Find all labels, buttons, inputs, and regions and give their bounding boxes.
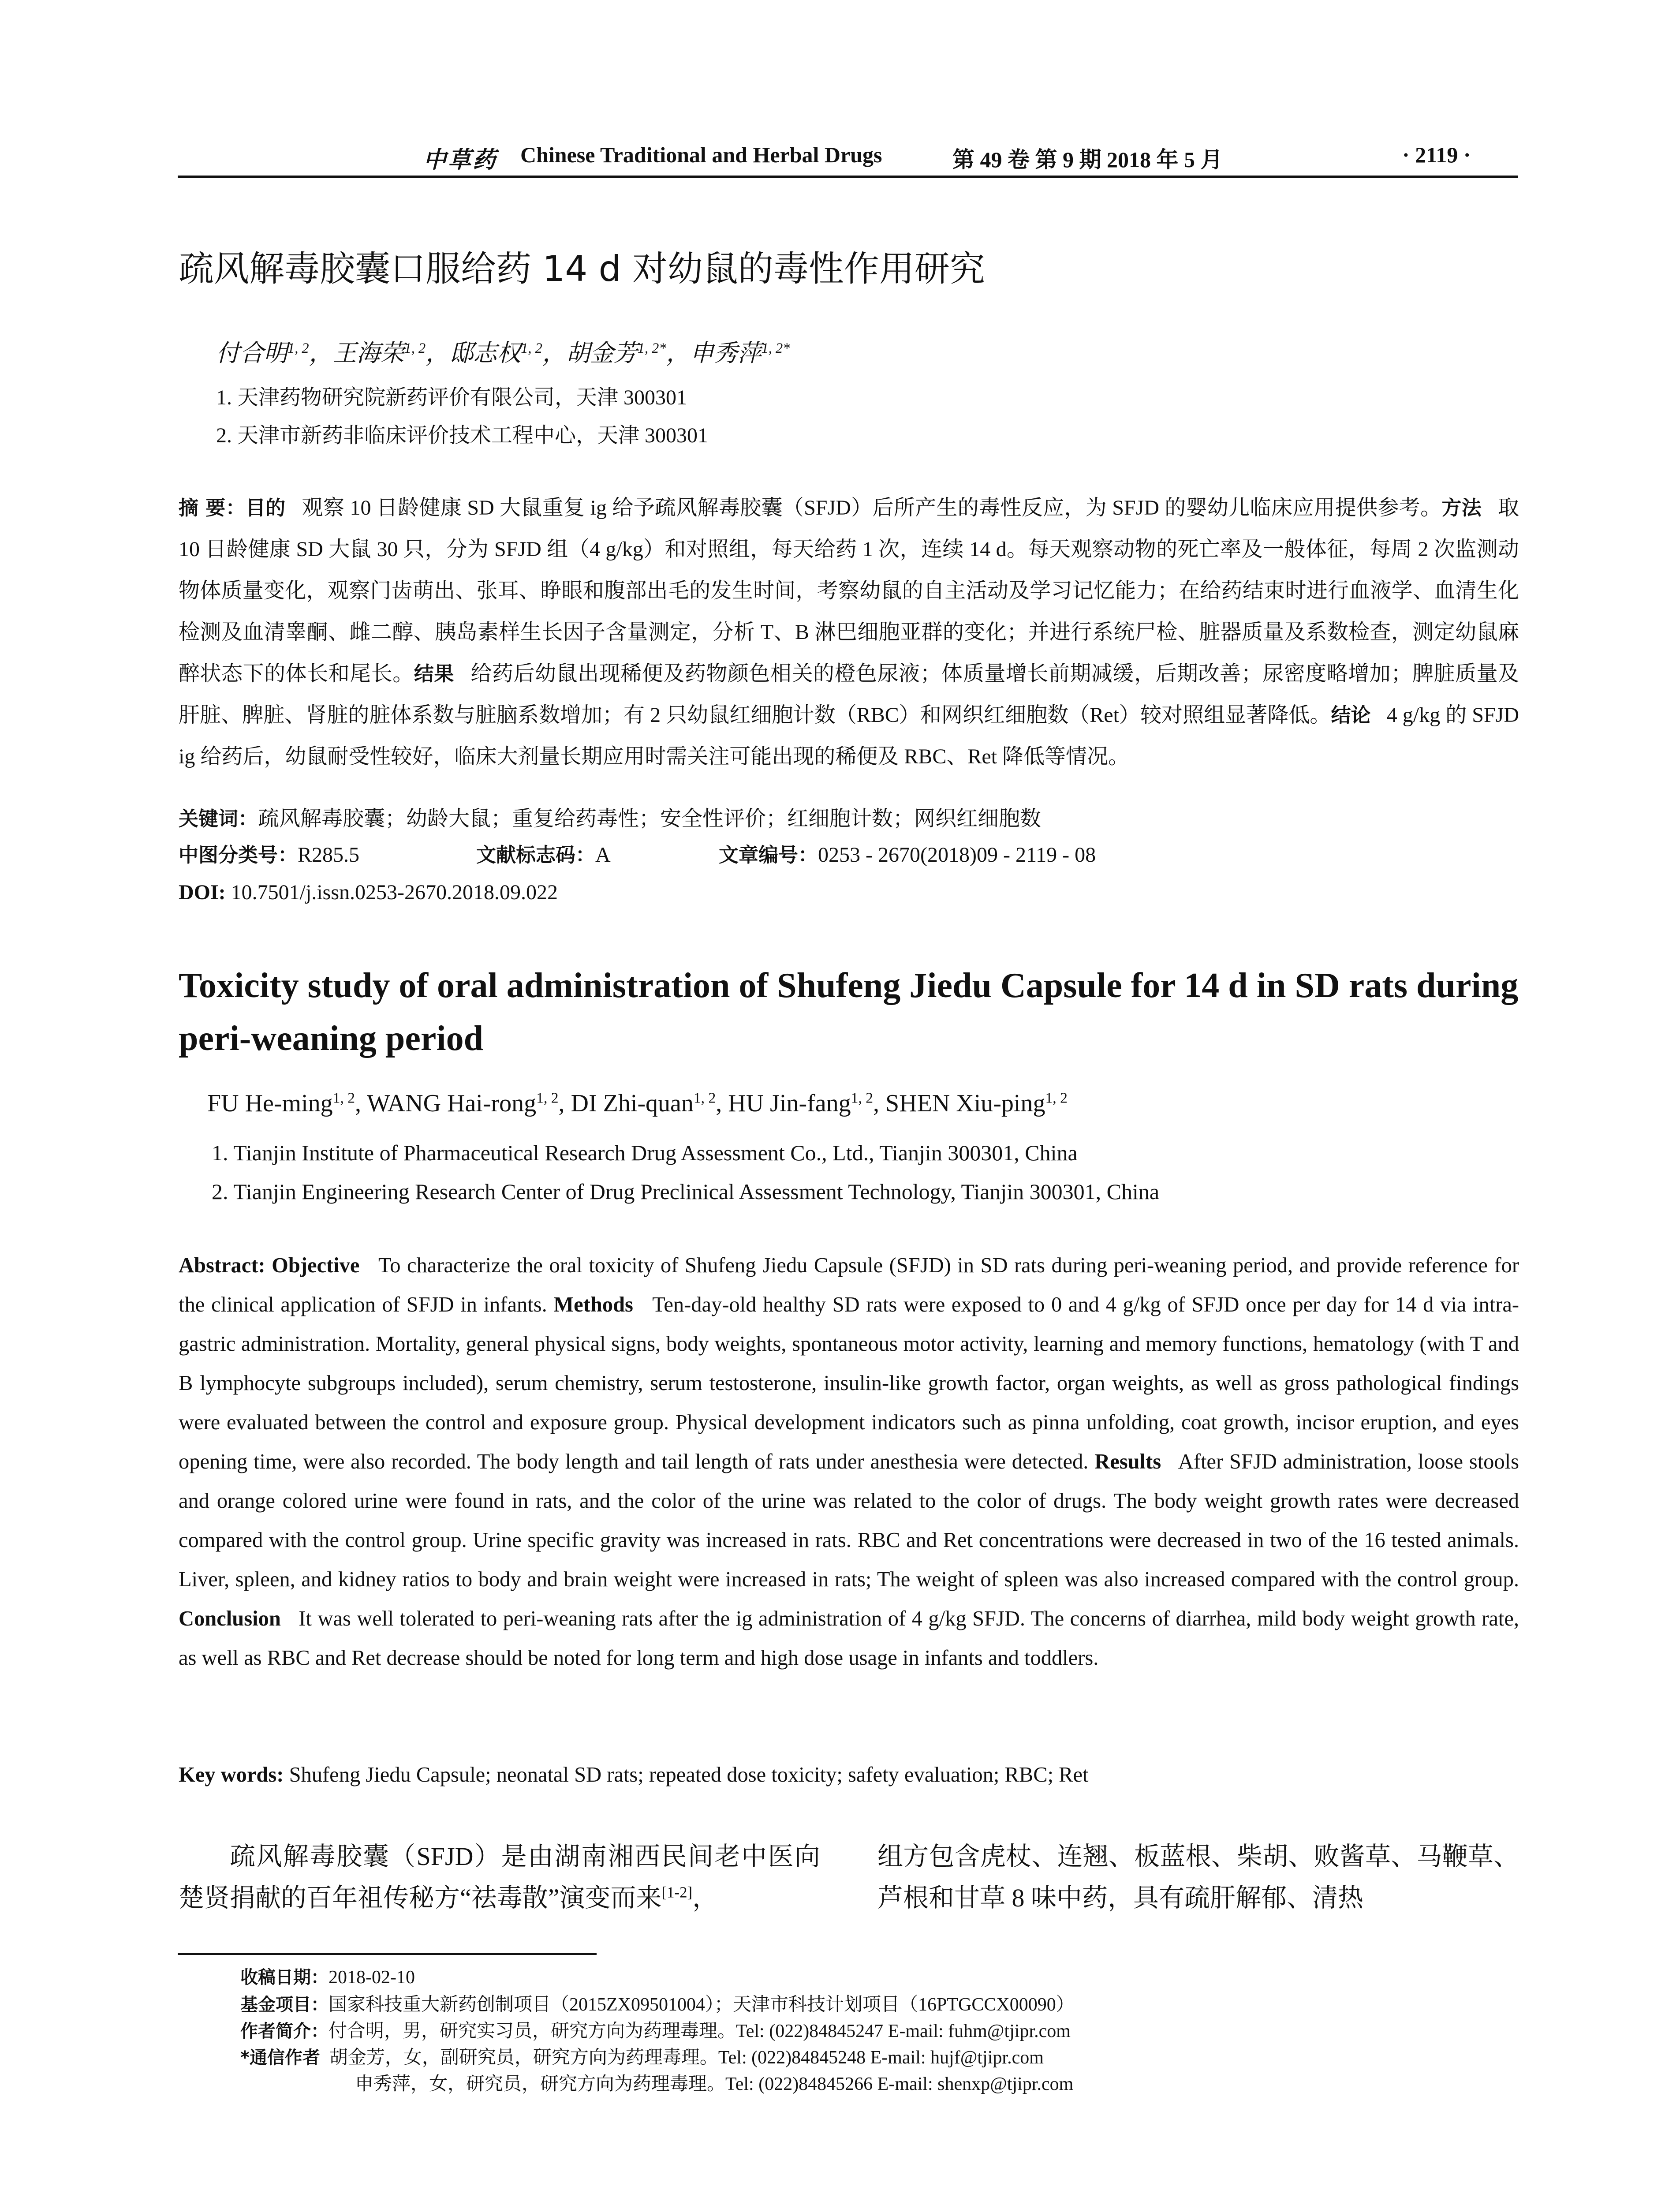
doi-label: DOI:: [179, 881, 226, 904]
affiliation-chinese-1: 1. 天津药物研究院新药评价有限公司，天津 300301: [216, 386, 687, 409]
en-author-name: SHEN Xiu-ping: [885, 1090, 1045, 1117]
cn-author-affiliation-mark: 1, 2*: [637, 340, 666, 356]
objective-label: 目的: [245, 496, 286, 519]
cn-author-name: 申秀萍: [690, 340, 762, 366]
cn-author-separator: ，: [309, 340, 333, 366]
en-author-name: WANG Hai-rong: [367, 1090, 537, 1117]
en-author-name: FU He-ming: [207, 1090, 333, 1117]
en-author-separator: ,: [355, 1090, 367, 1117]
keywords-chinese: [179, 798, 1519, 840]
clc-label: 中图分类号：: [179, 843, 298, 867]
affiliation-english-2: 2. Tianjin Engineering Research Center of Drug Preclinical Assessment Technology, Tianjin 300301, China: [212, 1179, 1160, 1204]
methods-en-text: Ten-day-old healthy SD rats were exposed to 0 and 4 g/kg of SFJD once per day for 14 d via intra-gastric administration. Mortality, general physical signs, body weights, spontaneous motor activity, learning and memory functions, hematology (with T and B lymphocyte subgroups included), serum chemistry, serum testosterone, insulin-like growth factor, organ weights, as well as gross pathological findings were evaluated between the control and exposure group. Physical development indicators such as pinna unfolding, coat growth, incisor eruption, and eyes opening time, were also recorded. The body length and tail length of rats under anesthesia were detected.: [179, 1293, 1519, 1473]
article-number-label: 文章编号：: [719, 843, 818, 867]
footnote-corresponding-1: [240, 2043, 1044, 2069]
fund-label: 基金项目：: [240, 1995, 329, 2015]
cn-author-name: 邸志权: [449, 340, 521, 366]
en-author-separator: ,: [558, 1090, 571, 1117]
cn-author-affiliation-mark: 1, 2: [521, 340, 542, 356]
results-text: 给药后幼鼠出现稀便及药物颜色相关的橙色尿液；体质量增长前期减缓，后期改善；尿密度略增加；脾脏质量及肝脏、脾脏、肾脏的脏体系数与脏脑系数增加；有 2 只幼鼠红细胞计数（RBC）和网织红细胞数（Ret）较对照组显著降低。: [179, 662, 1519, 727]
received-label: 收稿日期：: [240, 1967, 329, 1988]
cn-author-affiliation-mark: 1, 2: [287, 340, 309, 356]
cn-author-separator: ，: [666, 340, 690, 366]
conclusion-en-text: It was well tolerated to peri-weaning rats after the ig administration of 4 g/kg SFJD. The concerns of diarrhea, mild body weight growth rate, as well as RBC and Ret decrease should be noted for long term and high dose usage in infants and toddlers.: [179, 1607, 1519, 1670]
cn-author-separator: ，: [542, 340, 566, 366]
footnote-received: [240, 1963, 415, 1988]
clc-number: [179, 839, 359, 867]
header-rule: [178, 176, 1518, 178]
corresponding-1-text: 胡金芳，女，副研究员，研究方向为药理毒理。Tel: (022)84845248 E-mail: hujf@tjipr.com: [329, 2048, 1044, 2068]
methods-label: 方法: [1441, 496, 1482, 519]
keywords-text: 疏风解毒胶囊；幼龄大鼠；重复给药毒性；安全性评价；红细胞计数；网织红细胞数: [258, 807, 1042, 830]
objective-en-text: To characterize the oral toxicity of Shufeng Jiedu Capsule (SFJD) in SD rats during peri-weaning period, and provide reference for the clinical application of SFJD in infants.: [179, 1254, 1519, 1316]
abstract-label: 摘 要：: [179, 496, 246, 519]
page-number: · 2119 ·: [1402, 142, 1471, 167]
cn-author-affiliation-mark: 1, 2: [404, 340, 426, 356]
journal-name: Chinese Traditional and Herbal Drugs: [520, 142, 882, 167]
footnote-author: [240, 2016, 1071, 2043]
journal-logo-text: 中草药: [423, 148, 498, 173]
cn-author-name: 付合明: [216, 340, 287, 366]
body-left-text: 疏风解毒胶囊（SFJD）是由湖南湘西民间老中医向楚贤捐献的百年祖传秘方“祛毒散”演变而来: [179, 1842, 820, 1912]
authors-english: [207, 1089, 1068, 1117]
cn-author-name: 胡金芳: [566, 340, 638, 366]
journal-issue: 第 49 卷 第 9 期 2018 年 5 月: [952, 147, 1223, 172]
en-author-affiliation-mark: 1, 2: [536, 1090, 559, 1106]
abstract-en-label: Abstract:: [179, 1254, 265, 1277]
cn-author-separator: ，: [426, 340, 450, 366]
results-en-label: Results: [1094, 1450, 1161, 1473]
methods-en-label: Methods: [553, 1293, 633, 1316]
conclusion-en-label: Conclusion: [179, 1607, 281, 1630]
affiliation-english-1: 1. Tianjin Institute of Pharmaceutical Research Drug Assessment Co., Ltd., Tianjin 300301, China: [212, 1140, 1078, 1165]
footnote-fund: [240, 1990, 1075, 2016]
en-author-affiliation-mark: 1, 2: [1045, 1090, 1068, 1106]
clc-value: R285.5: [298, 843, 360, 867]
authors-chinese: [216, 334, 790, 368]
doi: [179, 880, 1519, 904]
received-date: 2018-02-10: [329, 1967, 415, 1988]
document-code-value: A: [595, 843, 611, 867]
en-author-affiliation-mark: 1, 2: [851, 1090, 874, 1106]
article-number: [719, 839, 1096, 867]
cn-author-affiliation-mark: 1, 2*: [761, 340, 790, 356]
en-author-affiliation-mark: 1, 2: [693, 1090, 716, 1106]
doi-link[interactable]: 10.7501/j.issn.0253-2670.2018.09.022: [231, 881, 558, 904]
en-author-name: DI Zhi-quan: [571, 1090, 694, 1117]
document-code: [476, 839, 611, 867]
keywords-english: [179, 1755, 1519, 1794]
conclusion-text: 4 g/kg 的 SFJD ig 给药后，幼鼠耐受性较好，临床大剂量长期应用时需关注可能出现的稀便及 RBC、Ret 降低等情况。: [179, 703, 1519, 768]
abstract-chinese: [179, 487, 1519, 777]
methods-text: 取 10 日龄健康 SD 大鼠 30 只，分为 SFJD 组（4 g/kg）和对照组，每天给药 1 次，连续 14 d。每天观察动物的死亡率及一般体征，每周 2 次监测动物体质量变化，观察门齿萌出、张耳、睁眼和腹部出毛的发生时间，考察幼鼠的自主活动及学习记忆能力；在给药结束时进行血液学、血清生化检测及血清睾酮、雌二醇、胰岛素样生长因子含量测定，分析 T、B 淋巴细胞亚群的变化；并进行系统尸检、脏器质量及系数检查，测定幼鼠麻醉状态下的体长和尾长。: [179, 496, 1519, 685]
footnote-corresponding-2: 申秀萍，女，研究员，研究方向为药理毒理。Tel: (022)84845266 E-mail: shenxp@tjipr.com: [355, 2074, 1074, 2094]
cn-author-name: 王海荣: [332, 340, 404, 366]
body-column-left: [179, 1836, 820, 1919]
objective-en-label: Objective: [272, 1254, 360, 1277]
fund-text: 国家科技重大新药创制项目（2015ZX09501004）；天津市科技计划项目（16PTGCCX00090）: [329, 1995, 1075, 2015]
citation-ref[interactable]: [1-2]: [661, 1884, 693, 1901]
affiliation-chinese-2: 2. 天津市新药非临床评价技术工程中心，天津 300301: [216, 424, 709, 447]
keywords-label: 关键词：: [179, 807, 258, 830]
article-number-value: 0253 - 2670(2018)09 - 2119 - 08: [818, 843, 1096, 867]
results-label: 结果: [414, 662, 454, 685]
keywords-en-label: Key words:: [179, 1763, 284, 1786]
en-author-affiliation-mark: 1, 2: [332, 1090, 355, 1106]
abstract-english: [179, 1246, 1519, 1678]
keywords-en-text: Shufeng Jiedu Capsule; neonatal SD rats; repeated dose toxicity; safety evaluation; RBC; Ret: [289, 1763, 1089, 1786]
results-en-text: After SFJD administration, loose stools and orange colored urine were found in rats, and the color of the urine was related to the color of drugs. The body weight growth rates were decreased compared with the control group. Urine specific gravity was increased in rats. RBC and Ret concentrations were decreased in two of the 16 tested animals. Liver, spleen, and kidney ratios to body and brain weight were increased in rats; The weight of spleen was also increased compared with the control group.: [179, 1450, 1519, 1591]
body-left-tail: ，: [692, 1884, 718, 1912]
corresponding-label: *通信作者: [240, 2048, 320, 2068]
en-author-name: HU Jin-fang: [728, 1090, 851, 1117]
en-author-separator: ,: [873, 1090, 886, 1117]
title-chinese: 疏风解毒胶囊口服给药 14 d 对幼鼠的毒性作用研究: [179, 248, 985, 289]
conclusion-label: 结论: [1331, 703, 1371, 727]
title-english: Toxicity study of oral administration of Shufeng Jiedu Capsule for 14 d in SD rats during peri-weaning period: [179, 966, 1519, 1058]
author-label: 作者简介：: [240, 2021, 329, 2041]
objective-text: 观察 10 日龄健康 SD 大鼠重复 ig 给予疏风解毒胶囊（SFJD）后所产生的毒性反应，为 SFJD 的婴幼儿临床应用提供参考。: [302, 496, 1442, 519]
author-text: 付合明，男，研究实习员，研究方向为药理毒理。Tel: (022)84845247 E-mail: fuhm@tjipr.com: [329, 2021, 1071, 2041]
document-code-label: 文献标志码：: [476, 843, 596, 867]
footnote-separator: [178, 1953, 597, 1955]
en-author-separator: ,: [716, 1090, 728, 1117]
body-column-right: 组方包含虎杖、连翘、板蓝根、柴胡、败酱草、马鞭草、芦根和甘草 8 味中药，具有疏肝解郁、清热: [877, 1842, 1519, 1912]
